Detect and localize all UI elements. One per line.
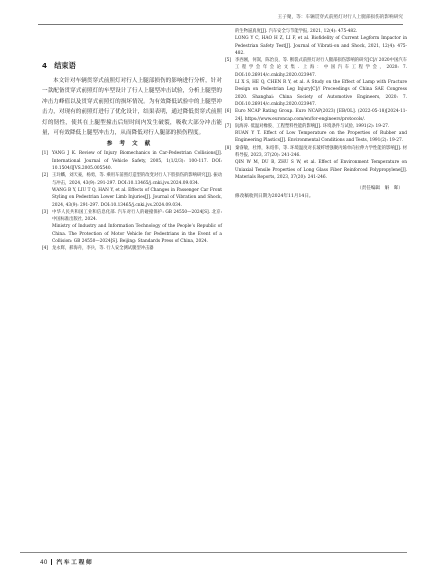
reference-text: 秦睿敏，杜博，朱绍伟，等. 环境温度对长玻纤增强聚丙烯单向拉伸力学性能的影响[J]. 材料导报, 2023, 37(20): 241-246. (235, 145, 407, 159)
reference-text: 中华人民共和国工业和信息化部. 汽车对行人的碰撞保护: GB 24550—2024[S]. 北京: 中国标准出版社, 2024. (52, 209, 222, 223)
reference-text: 龙永辉，郝海舟，李兵，等. 行人安全测试腿型冲击器 (52, 246, 154, 252)
reference-text: 阮海涛. 低温对橡胶、工程塑料性能的影响[J]. 环境条件与试验, 1991(2): 19-27. (235, 123, 390, 129)
reference-entry (42, 172, 222, 187)
reference-number: [2] (42, 173, 49, 179)
reference-entry (225, 159, 407, 181)
page-number: 40 (40, 560, 48, 566)
reference-number: [7] (225, 123, 232, 129)
header-rule (38, 24, 403, 25)
page-footer (40, 557, 93, 566)
reference-entry (42, 209, 222, 224)
reference-text: 王玲麟，刘天豪，杨勇，等. 乘用车前照灯造型的改变对行人下肢损伤的影响研究[J]. 振动与冲击，2024, 43(9): 291-297. DOI:10.13465/j.cnki.jvs.2024.09.034. (52, 173, 222, 186)
responsible-editor: （责任编辑 斛 晖） (357, 186, 403, 192)
reference-entry (42, 245, 222, 252)
right-column (225, 28, 407, 201)
references-right (225, 28, 407, 181)
reference-entry (225, 108, 407, 123)
reference-number: [3] (42, 209, 49, 215)
reference-number: [6] (225, 109, 232, 115)
reference-text: LONG Y C, HAO H Z, LI F, et al. Biofidelity of Current Legform Impactor in Pedestrian Safety Test[J]. Journal of Vibrati-on and Shock, 2021, 12(4): 475-482. (235, 36, 407, 56)
reference-entry (225, 35, 407, 57)
reference-entry (42, 223, 222, 245)
reference-entry (225, 145, 407, 160)
reference-entry (225, 57, 407, 79)
reference-text: WANG B Y, LIU T Q, HAN Y, et al. Effects of Changes in Passenger Car Front Styling on Pedestrian Lower Limb Injuries[J]. Journal of Vibration and Shock, 2024, 43(9): 291-297. DOI:10.13465/j.cnki.jvs.2024.09.034. (52, 187, 222, 208)
reference-entry (225, 130, 407, 145)
reference-text: 的生物逼真度[J]. 汽车安全与节能学报, 2021, 12(4): 475-482. (235, 29, 358, 34)
reference-text: 李西刚，何嵩，陈治良，等. 断裂式前照灯对行人腿部损伤影响的研究[C]// 2020中国汽车工程学会年会论文集. 上海：中国汽车工程学会，2020: 7. DOI:10.26914/c.cnkihy.2020.023947. (235, 58, 407, 78)
journal-name: 汽车工程师 (56, 560, 94, 566)
reference-number: [8] (225, 145, 232, 151)
reference-text: QIN W M, DU B, ZHU S W, et al. Effect of Environment Temperature on Uniaxial Tensile Properties of Long Glass Fiber Reinforced Polypropylene[J]. Materials Reports, 2023, 37(20): 241-246. (235, 160, 407, 180)
reference-entry (42, 150, 222, 172)
reference-entry (42, 187, 222, 209)
references-left (42, 150, 222, 252)
left-column (42, 28, 222, 253)
reference-entry (225, 28, 407, 35)
reference-text: LI X S, HE Q, CHEN R Y, et al. A Study on the Effect of Lamp with Fracture Design on Pedestrian Leg Injury[C]// Proceedings of China SAE Congress 2020. Shanghai: China Society of Automotive Engineers, 2020: 7. DOI:10.26914/c.cnkihy.2020.023947. (235, 80, 407, 107)
references-title: 参考文献 (106, 141, 158, 148)
conclusion-paragraph: 本文针对车辆贯穿式前照灯对行人上腿部损伤的影响进行分析，针对一款配备贯穿式前照灯的车型设计了行人上腿型冲击试验，分析上腿型的冲击力峰值以及贯穿式前照灯的损坏情况。为有效降低试验中的上腿型冲击力，对现有的前照灯进行了优化设计，结果表明，通过降低贯穿式前照灯的韧性，使其在上腿型撞击后短时间内发生破裂，吸收大部分冲击能量，可有效降低上腿型冲击力，从而降低对行人腿部的损伤程度。 (42, 78, 222, 137)
reference-number: [4] (42, 246, 49, 252)
reference-entry (225, 79, 407, 108)
section-title: 4 结束语 (42, 61, 76, 70)
running-head: 王子聚，等：车辆贯穿式前照灯对行人上腿部损伤的影响研究 (277, 15, 403, 20)
reference-text: Euro NCAP Rating Group. Euro NCAP(2023) [EB/OL]. (2022-05-18)[2024-11-24]. https://www.euroncap.com/en/for-engineers/protocols/. (235, 109, 407, 122)
reference-text: RUAN Y T. Effect of Low Temperature on the Properties of Rubber and Engineering Plastics[J]. Environmental Conditions and Tests, 1991(2): 19-27. (235, 131, 407, 144)
reference-text: YANG J K. Review of Injury Biomechanics in Car-Pedestrian Collisions[J]. International Journal of Vehicle Safety, 2005, 1(1/2/3): 100-117. DOI: 10.1504/IJVS.2005.005540. (52, 151, 222, 172)
footer-rule (20, 552, 407, 553)
reference-number: [5] (225, 58, 232, 64)
reference-text: Ministry of Industry and Information Technology of the People’s Republic of China. The Protection of Motor Vehicle for Pedestrians in the Event of a Collision: GB 24550—2024[S]. Beijing: Standards Press of China, 2024. (52, 224, 222, 244)
reference-entry (225, 123, 407, 130)
footer-separator (51, 559, 52, 565)
received-date: 修改稿收到日期为2024年11月14日。 (235, 194, 314, 200)
reference-number: [1] (42, 151, 49, 157)
